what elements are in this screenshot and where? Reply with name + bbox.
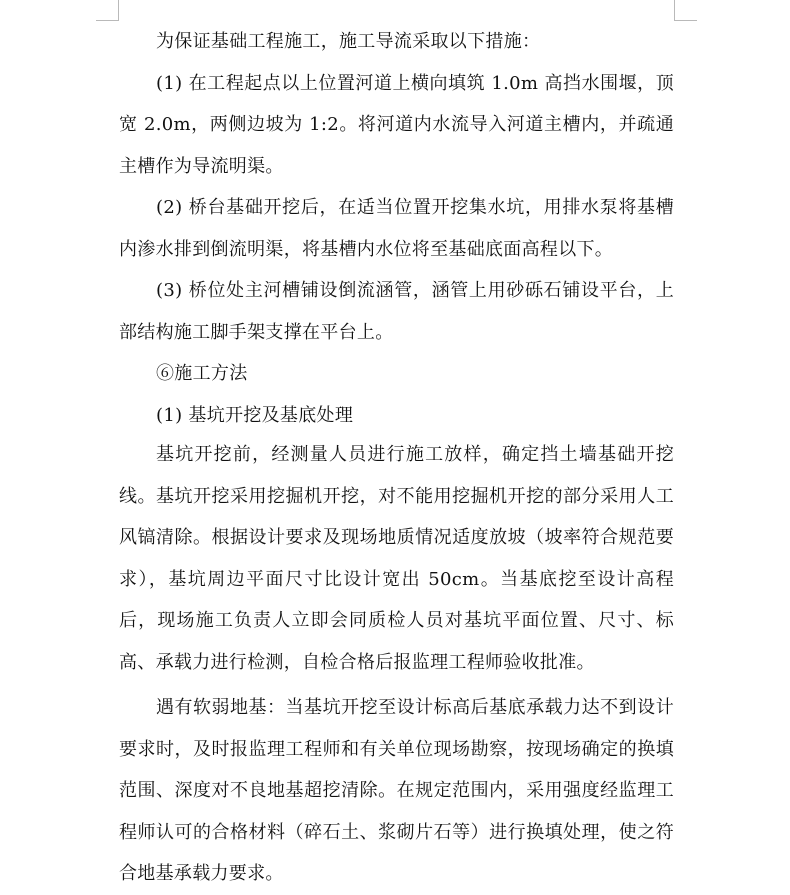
section-heading: ⑥施工方法	[156, 363, 248, 384]
subsection-heading: (1) 基坑开挖及基底处理	[156, 404, 354, 426]
document-body	[119, 0, 674, 895]
measure-2-paragraph: (2) 桥台基础开挖后，在适当位置开挖集水坑，用排水泵将基槽内渗水排到倒流明渠，将基槽内水位将至基础底面高程以下。	[119, 197, 674, 260]
excavation-paragraph: 基坑开挖前，经测量人员进行施工放样，确定挡土墙基础开挖线。基坑开挖采用挖掘机开挖，对不能用挖掘机开挖的部分采用人工风镐清除。根据设计要求及现场地质情况适度放坡（坡率符合规范要求），基坑周边平面尺寸比设计宽出 50cm。当基底挖至设计高程后，现场施工负责人立即会同质检人员对基坑平面位置、尺寸、标高、承载力进行检测，自检合格后报监理工程师验收批准。	[119, 444, 674, 673]
page-corner-mark-right	[674, 0, 697, 21]
measure-1-paragraph: (1) 在工程起点以上位置河道上横向填筑 1.0m 高挡水围堰，顶宽 2.0m，两侧边坡为 1:2。将河道内水流导入河道主槽内，并疏通主槽作为导流明渠。	[119, 72, 674, 177]
measure-3-paragraph: (3) 桥位处主河槽铺设倒流涵管，涵管上用砂砾石铺设平台，上部结构施工脚手架支撑在平台上。	[119, 280, 674, 343]
soft-foundation-paragraph: 遇有软弱地基：当基坑开挖至设计标高后基底承载力达不到设计要求时，及时报监理工程师和有关单位现场勘察，按现场确定的换填范围、深度对不良地基超挖清除。在规定范围内，采用强度经监理工程师认可的合格材料（碎石土、浆砌片石等）进行换填处理，使之符合地基承载力要求。	[119, 697, 674, 884]
intro-paragraph: 为保证基础工程施工，施工导流采取以下措施：	[156, 31, 541, 52]
page-corner-mark-left	[96, 0, 119, 21]
